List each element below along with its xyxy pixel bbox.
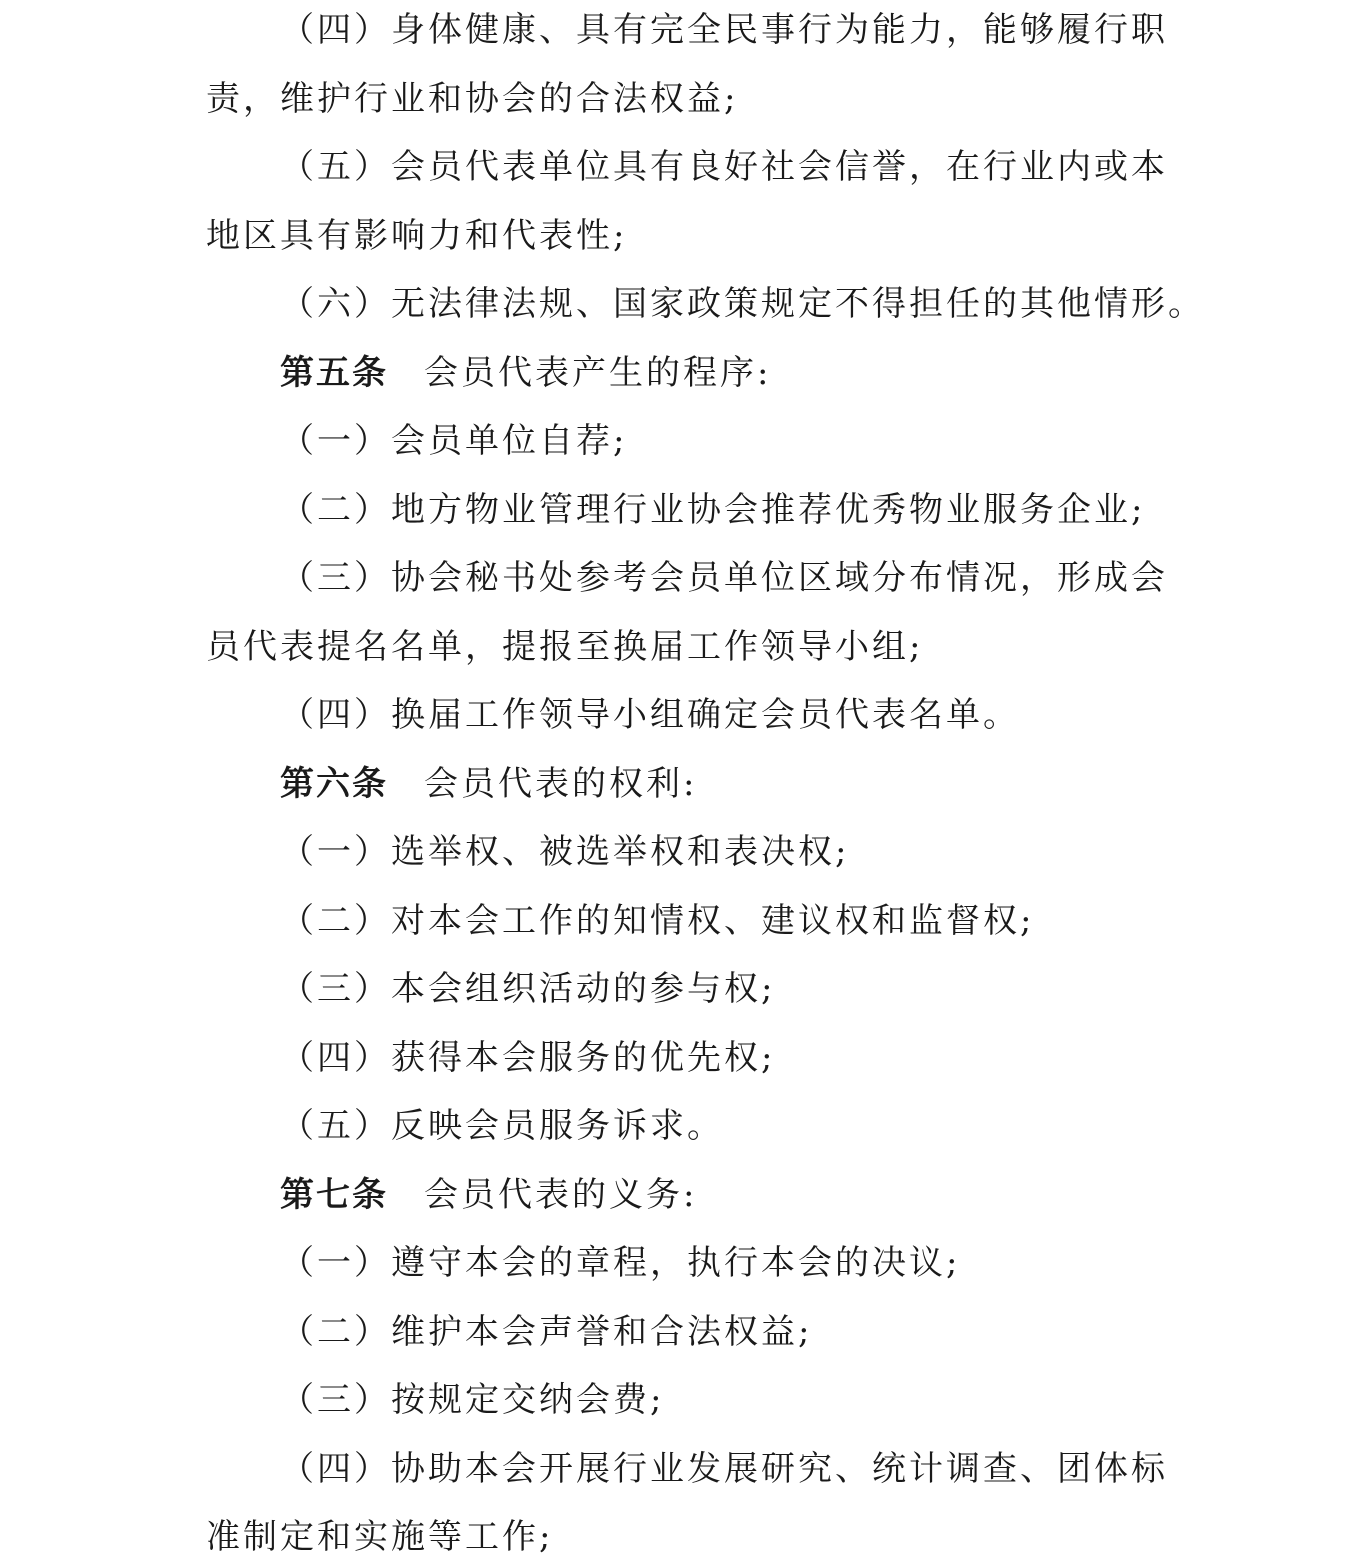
procedure-item-2: （二）地方物业管理行业协会推荐优秀物业服务企业; [280, 490, 1146, 530]
duties-item-3: （三）按规定交纳会费; [280, 1380, 665, 1420]
article-6-label: 第六条 [280, 764, 388, 804]
rights-item-1: （一）选举权、被选举权和表决权; [280, 832, 850, 872]
clause-5-reputation-line-1: （五）会员代表单位具有良好社会信誉，在行业内或本 [280, 147, 1168, 187]
procedure-item-3-line-2: 员代表提名名单，提报至换届工作领导小组; [206, 627, 924, 667]
duties-item-2: （二）维护本会声誉和合法权益; [280, 1312, 813, 1352]
clause-6-no-restriction: （六）无法律法规、国家政策规定不得担任的其他情形。 [280, 284, 1205, 324]
article-7-title: 会员代表的义务: [424, 1175, 698, 1215]
rights-item-3: （三）本会组织活动的参与权; [280, 969, 776, 1009]
duties-item-4-line-2: 准制定和实施等工作; [206, 1517, 554, 1557]
article-6-title: 会员代表的权利: [424, 764, 698, 804]
rights-item-2: （二）对本会工作的知情权、建议权和监督权; [280, 901, 1035, 941]
procedure-item-3-line-1: （三）协会秘书处参考会员单位区域分布情况，形成会 [280, 558, 1168, 598]
article-5-title: 会员代表产生的程序: [424, 353, 772, 393]
duties-item-1: （一）遵守本会的章程，执行本会的决议; [280, 1243, 961, 1283]
rights-item-4: （四）获得本会服务的优先权; [280, 1038, 776, 1078]
clause-5-reputation-line-2: 地区具有影响力和代表性; [206, 216, 628, 256]
article-7-heading [280, 1175, 1225, 1215]
article-7-label: 第七条 [280, 1175, 388, 1215]
duties-item-4-line-1: （四）协助本会开展行业发展研究、统计调查、团体标 [280, 1449, 1168, 1489]
article-5-heading [280, 353, 1225, 393]
clause-4-health-line-1: （四）身体健康、具有完全民事行为能力，能够履行职 [280, 10, 1168, 50]
procedure-item-4: （四）换届工作领导小组确定会员代表名单。 [280, 695, 1020, 735]
rights-item-5: （五）反映会员服务诉求。 [280, 1106, 724, 1146]
procedure-item-1: （一）会员单位自荐; [280, 421, 628, 461]
article-5-label: 第五条 [280, 353, 388, 393]
article-6-heading [280, 764, 1225, 804]
clause-4-health-line-2: 责，维护行业和协会的合法权益; [206, 79, 739, 119]
